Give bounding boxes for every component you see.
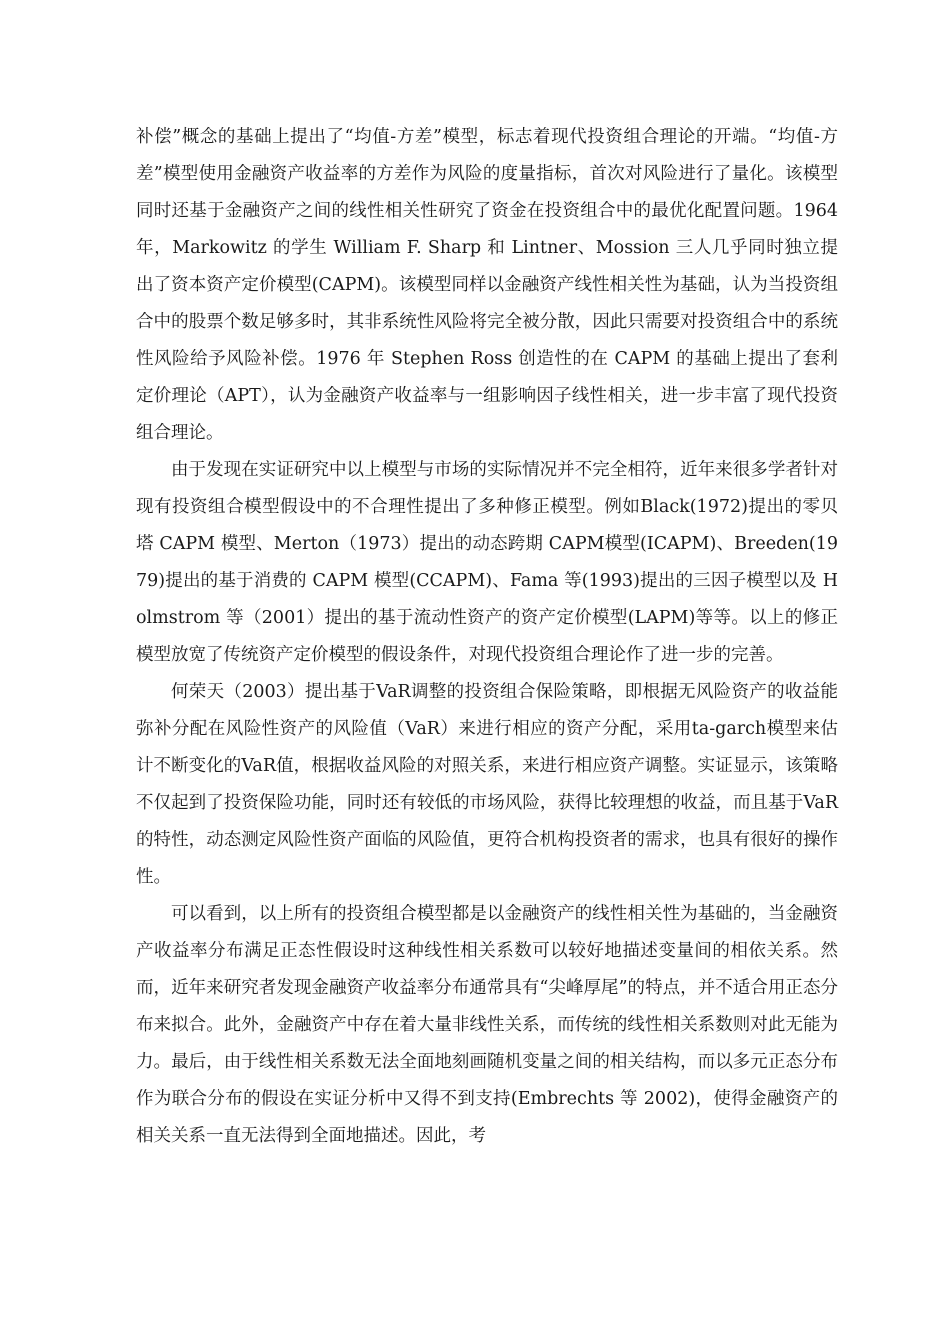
paragraph-1: 补偿”概念的基础上提出了“均值-方差”模型，标志着现代投资组合理论的开端。“均值-方差”模型使用金融资产收益率的方差作为风险的度量指标，首次对风险进行了量化。该模型同时还基于金融资产之间的线性相关性研究了资金在投资组合中的最优化配置问题。1964 年，Markowitz 的学生 William F. Sharp 和 Lintner、Mossion 三人几乎同时独立提出了资本资产定价模型(CAPM)。该模型同样以金融资产线性相关性为基础，认为当投资组合中的股票个数足够多时，其非系统性风险将完全被分散，因此只需要对投资组合中的系统性风险给予风险补偿。1976 年 Stephen Ross 创造性的在 CAPM 的基础上提出了套利定价理论（APT），认为金融资产收益率与一组影响因子线性相关，进一步丰富了现代投资组合理论。 (136, 127, 838, 443)
document-body (136, 119, 838, 1155)
paragraph-2: 由于发现在实证研究中以上模型与市场的实际情况并不完全相符，近年来很多学者针对现有投资组合模型假设中的不合理性提出了多种修正模型。例如Black(1972)提出的零贝塔 CAPM 模型、Merton（1973）提出的动态跨期 CAPM模型(ICAPM)、Breeden(1979)提出的基于消费的 CAPM 模型(CCAPM)、Fama 等(1993)提出的三因子模型以及 Holmstrom 等（2001）提出的基于流动性资产的资产定价模型(LAPM)等等。以上的修正模型放宽了传统资产定价模型的假设条件，对现代投资组合理论作了进一步的完善。 (136, 460, 838, 665)
paragraph-3: 何荣天（2003）提出基于VaR调整的投资组合保险策略，即根据无风险资产的收益能弥补分配在风险性资产的风险值（VaR）来进行相应的资产分配，采用ta-garch模型来估计不断变化的VaR值，根据收益风险的对照关系，来进行相应资产调整。实证显示，该策略不仅起到了投资保险功能，同时还有较低的市场风险，获得比较理想的收益，而且基于VaR的特性，动态测定风险性资产面临的风险值，更符合机构投资者的需求，也具有很好的操作性。 (136, 682, 838, 887)
paragraph-4: 可以看到，以上所有的投资组合模型都是以金融资产的线性相关性为基础的，当金融资产收益率分布满足正态性假设时这种线性相关系数可以较好地描述变量间的相依关系。然而，近年来研究者发现金融资产收益率分布通常具有“尖峰厚尾”的特点，并不适合用正态分布来拟合。此外，金融资产中存在着大量非线性关系，而传统的线性相关系数则对此无能为力。最后，由于线性相关系数无法全面地刻画随机变量之间的相关结构，而以多元正态分布作为联合分布的假设在实证分析中又得不到支持(Embrechts 等 2002)，使得金融资产的相关关系一直无法得到全面地描述。因此，考 (136, 904, 838, 1146)
